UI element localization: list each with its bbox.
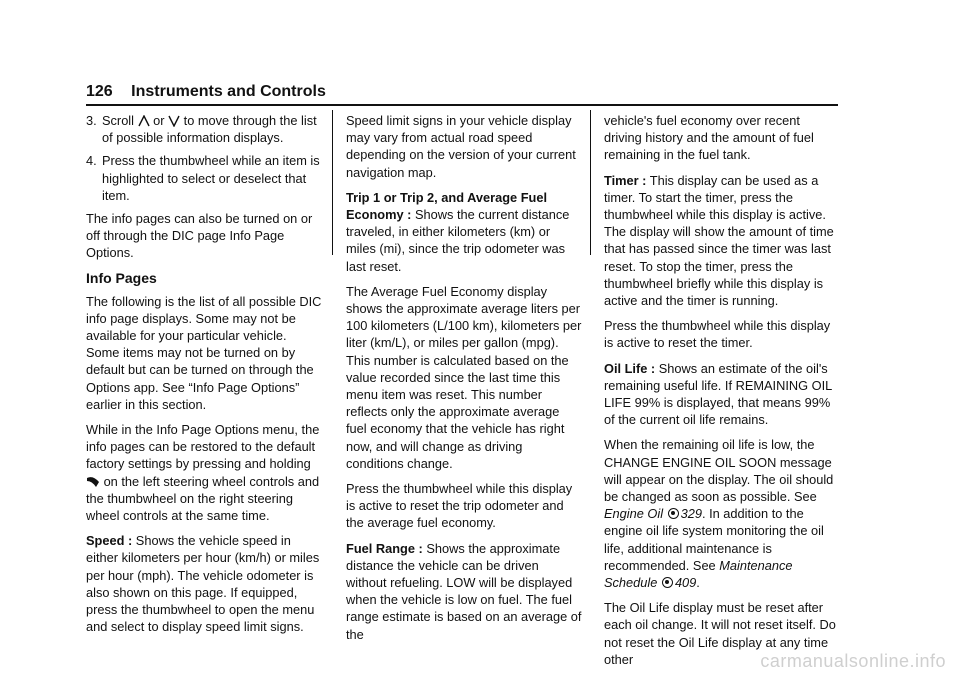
- paragraph: [86, 532, 322, 635]
- paragraph: Press the thumbwheel while this display is active to reset the trip odometer and the average fuel economy.: [346, 481, 573, 531]
- paragraph-part: . In addition to the engine oil life system monitoring the oil life, additional maintenance is recommended. See: [604, 506, 824, 573]
- paragraph-part: on the left steering wheel controls and the thumbwheel on the right steering wheel controls at the same time.: [86, 473, 320, 524]
- page-reference-icon: [668, 508, 679, 519]
- list-item: [86, 152, 322, 204]
- paragraph: [346, 189, 582, 275]
- paragraph: The info pages can also be turned on or off through the DIC page Info Page Options.: [86, 211, 313, 261]
- paragraph: [604, 172, 840, 310]
- maintenance-schedule-link[interactable]: Maintenance Schedule: [604, 557, 793, 591]
- paragraph-part: .: [696, 575, 700, 591]
- paragraph: [604, 436, 840, 591]
- term-label: Timer :: [604, 172, 647, 188]
- term-text: Shows the vehicle speed in either kilometers per hour (km/h) or miles per hour (mph). The vehicle odometer is also shown on this page. If equipped, press the thumbwheel to open the menu and select to display speed limit signs.: [86, 533, 320, 635]
- step-number: 4.: [86, 153, 97, 169]
- step-text: Press the thumbwheel while an item is highlighted to select or deselect that item.: [102, 153, 320, 203]
- maintenance-page-link[interactable]: 409: [674, 575, 697, 591]
- chevron-down-icon: [168, 115, 180, 127]
- column-divider-1: [332, 110, 333, 255]
- engine-oil-link[interactable]: Engine Oil: [604, 506, 664, 522]
- column-2: [346, 112, 582, 651]
- paragraph: [604, 360, 840, 429]
- paragraph: Speed limit signs in your vehicle display may vary from actual road speed depending on the version of your current navigation map.: [346, 113, 576, 180]
- step-text-part: to move through the list of possible information displays.: [102, 113, 317, 146]
- term-label: Speed :: [86, 533, 133, 549]
- term-text: Shows the approximate distance the vehicle can be driven without refueling. LOW will be displayed when the vehicle is low on fuel. The fuel range estimate is based on an average of the: [346, 540, 582, 642]
- section-title: Instruments and Controls: [131, 83, 326, 100]
- column-divider-2: [590, 110, 591, 255]
- steering-wheel-button-icon: [86, 476, 100, 488]
- column-3: [604, 112, 840, 676]
- step-number: 3.: [86, 113, 97, 128]
- term-text: Shows an estimate of the oil's remaining useful life. If REMAINING OIL LIFE 99% is displayed, that means 99% of the current oil life remains.: [604, 360, 832, 428]
- engine-oil-page-link[interactable]: 329: [680, 506, 702, 522]
- paragraph: The following is the list of all possible DIC info page displays. Some may not be available for your particular vehicle. Some items may not be turned on by default but can be turned on through the Options app. See “Info Page Options” earlier in this section.: [86, 293, 322, 412]
- step-text-part: Scroll: [102, 113, 134, 128]
- paragraph: [86, 421, 322, 524]
- list-item: [86, 112, 322, 146]
- page-header: [86, 82, 838, 102]
- term-text: Shows the current distance traveled, in either kilometers (km) or miles (mi), since the trip odometer was last reset.: [346, 207, 570, 274]
- watermark: carmanualsonline.info: [760, 651, 946, 671]
- term-label: Oil Life :: [604, 360, 656, 376]
- paragraph: vehicle's fuel economy over recent driving history and the amount of fuel remaining in the fuel tank.: [604, 113, 814, 163]
- step-text-part: or: [153, 113, 165, 128]
- column-1: [86, 112, 322, 643]
- paragraph-part: While in the Info Page Options menu, the info pages can be restored to the default factory settings by pressing and holding: [86, 422, 320, 472]
- section-heading: Info Pages: [86, 269, 157, 286]
- term-label: Fuel Range :: [346, 540, 423, 556]
- paragraph: Press the thumbwheel while this display is active to reset the timer.: [604, 318, 831, 351]
- paragraph: The Oil Life display must be reset after each oil change. It will not reset itself. Do not reset the Oil Life display at any time other: [604, 600, 836, 667]
- chevron-up-icon: [138, 115, 150, 127]
- paragraph-part: When the remaining oil life is low, the CHANGE ENGINE OIL SOON message will appear on the display. The oil should be changed as soon as possible. See: [604, 437, 834, 505]
- paragraph: The Average Fuel Economy display shows the approximate average liters per 100 kilometers (L/100 km), kilometers per liter (km/L), or miles per gallon (mpg). This number is calculated based on the value recorded since the last time this menu item was reset. This number reflects only the approximate average fuel economy that the vehicle has right now, and will change as driving conditions change.: [346, 283, 582, 471]
- header-rule: [86, 104, 838, 106]
- step-text: [102, 112, 322, 146]
- term-label: Trip 1 or Trip 2, and Average Fuel Economy :: [346, 189, 548, 223]
- page-reference-icon: [662, 577, 673, 588]
- paragraph: [346, 540, 582, 643]
- term-text: This display can be used as a timer. To start the timer, press the thumbwheel while this display is active. The display will show the amount of time that has passed since the timer was last reset. To stop the timer, press the thumbwheel briefly while this display is active and the timer is running.: [604, 172, 834, 309]
- page-number: 126: [86, 83, 113, 100]
